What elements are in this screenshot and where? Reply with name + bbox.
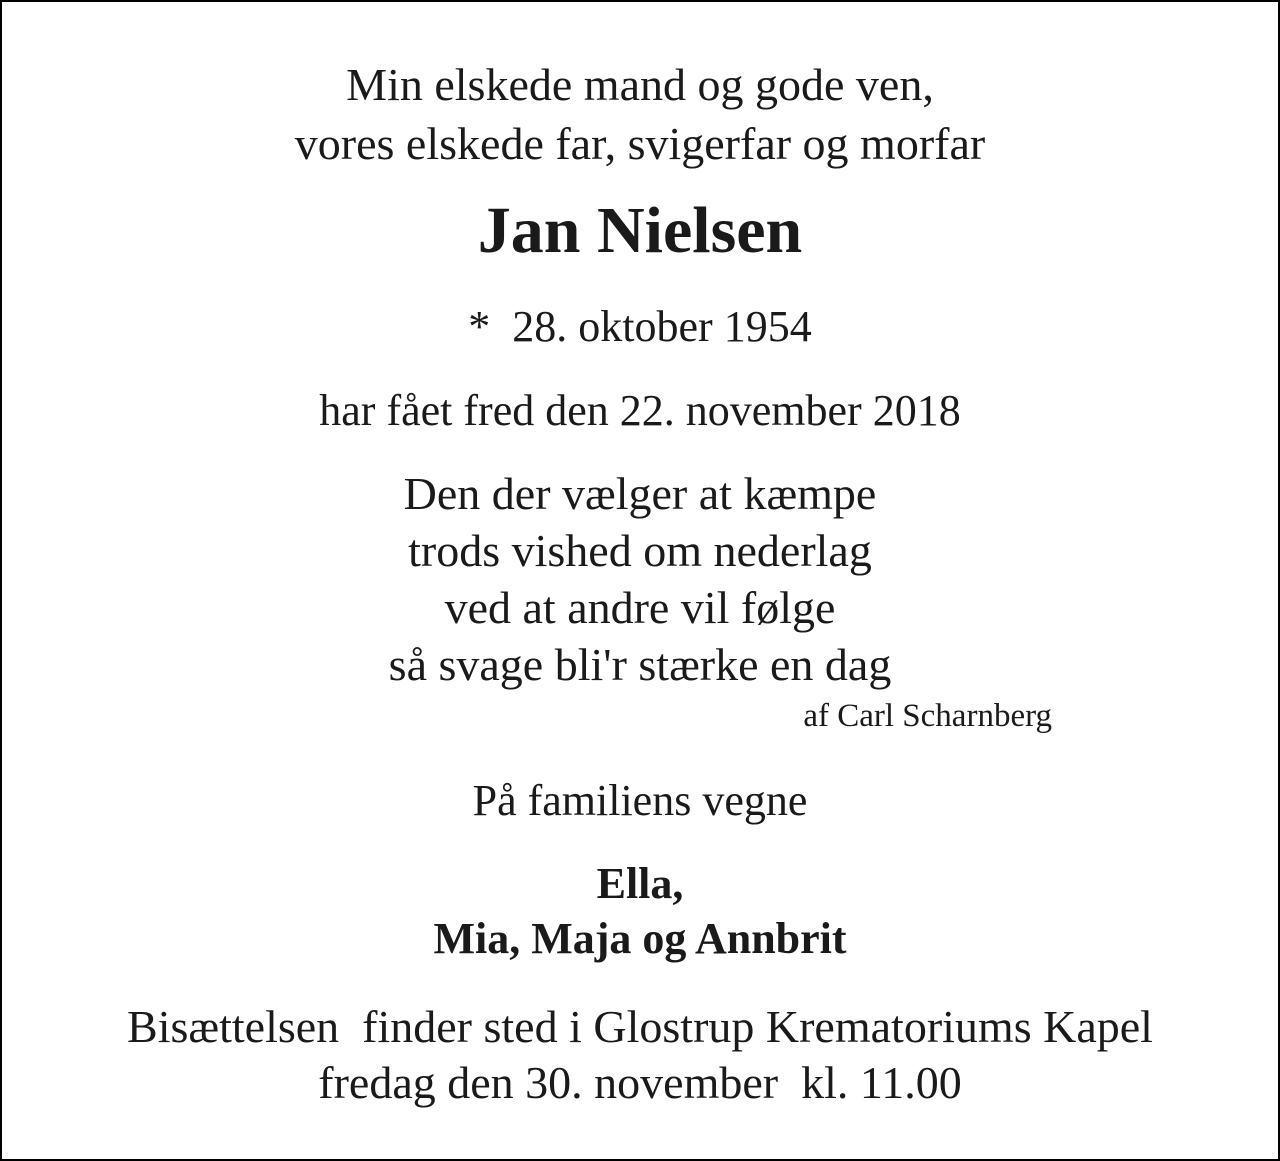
poem-line: ved at andre vil følge: [444, 582, 836, 633]
funeral-info-line: fredag den 30. november kl. 11.00: [318, 1057, 962, 1108]
intro-line: Min elskede mand og gode ven,: [346, 59, 934, 110]
poem-line: trods vished om nederlag: [408, 525, 872, 576]
birth-date: * 28. oktober 1954: [468, 302, 812, 351]
death-date: har fået fred den 22. november 2018: [319, 386, 961, 435]
poem-author: af Carl Scharnberg: [803, 698, 1052, 734]
poem-line: så svage bli'r stærke en dag: [388, 639, 892, 690]
signatory-line: Ella,: [596, 859, 684, 908]
deceased-name: Jan Nielsen: [477, 194, 803, 267]
funeral-info-line: Bisættelsen finder sted i Glostrup Krematoriums Kapel: [127, 1001, 1153, 1052]
family-label: På familiens vegne: [472, 776, 808, 825]
signatory-line: Mia, Maja og Annbrit: [433, 914, 847, 963]
intro-line: vores elskede far, svigerfar og morfar: [294, 118, 986, 169]
poem-line: Den der vælger at kæmpe: [403, 468, 877, 519]
